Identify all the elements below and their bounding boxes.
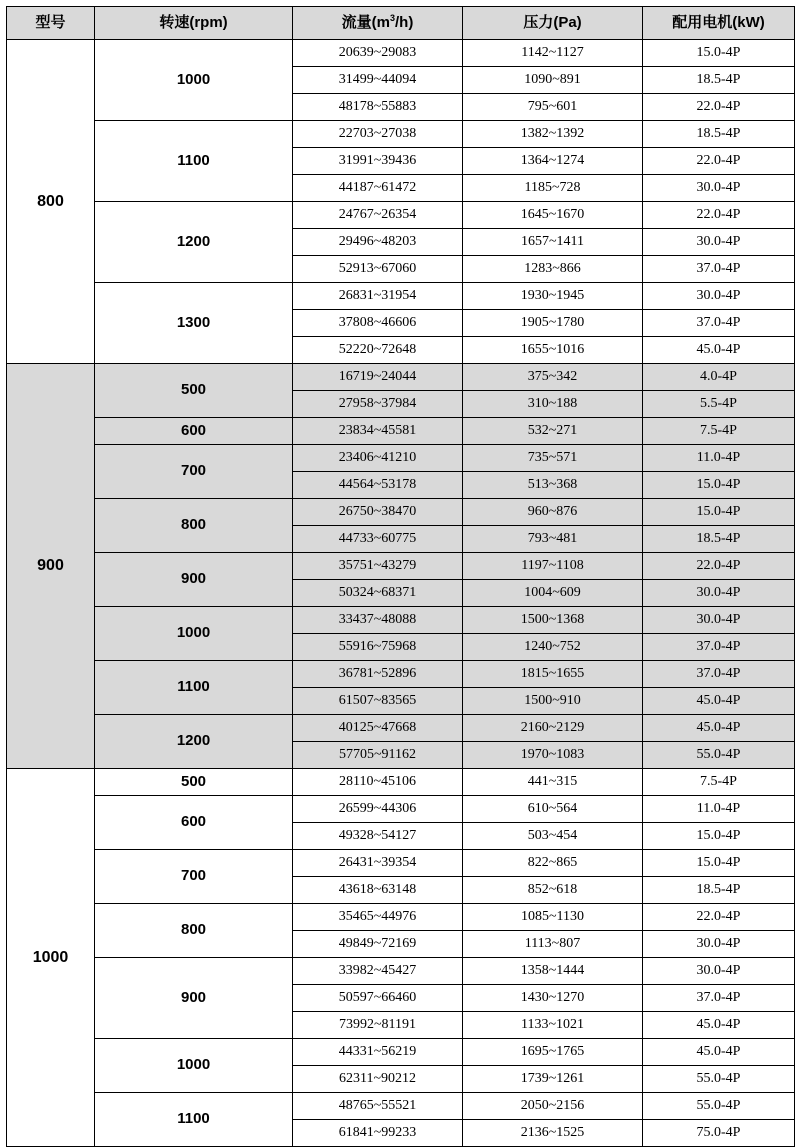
cell-flow: 50597~66460: [293, 985, 463, 1012]
cell-motor: 18.5-4P: [643, 67, 795, 94]
cell-motor: 7.5-4P: [643, 769, 795, 796]
flow-label-suffix: /h): [395, 13, 414, 31]
cell-flow: 40125~47668: [293, 715, 463, 742]
cell-flow: 27958~37984: [293, 391, 463, 418]
cell-motor: 15.0-4P: [643, 472, 795, 499]
cell-flow: 36781~52896: [293, 661, 463, 688]
cell-motor: 30.0-4P: [643, 958, 795, 985]
cell-model: 800: [7, 40, 95, 364]
cell-flow: 50324~68371: [293, 580, 463, 607]
cell-speed: 800: [95, 499, 293, 553]
fan-specification-table: [6, 6, 795, 1147]
cell-pressure: 1197~1108: [463, 553, 643, 580]
cell-pressure: 2050~2156: [463, 1093, 643, 1120]
cell-pressure: 960~876: [463, 499, 643, 526]
table-row: [7, 850, 795, 877]
cell-flow: 33982~45427: [293, 958, 463, 985]
cell-motor: 15.0-4P: [643, 499, 795, 526]
cell-motor: 18.5-4P: [643, 121, 795, 148]
cell-pressure: 1655~1016: [463, 337, 643, 364]
cell-flow: 26599~44306: [293, 796, 463, 823]
cell-flow: 23834~45581: [293, 418, 463, 445]
cell-motor: 15.0-4P: [643, 850, 795, 877]
cell-pressure: 1085~1130: [463, 904, 643, 931]
cell-pressure: 1739~1261: [463, 1066, 643, 1093]
cell-pressure: 1500~910: [463, 688, 643, 715]
column-header-pressure: 压力(Pa): [463, 7, 643, 40]
cell-flow: 31991~39436: [293, 148, 463, 175]
cell-flow: 49849~72169: [293, 931, 463, 958]
table-row: [7, 958, 795, 985]
cell-motor: 37.0-4P: [643, 661, 795, 688]
cell-motor: 37.0-4P: [643, 985, 795, 1012]
cell-flow: 26431~39354: [293, 850, 463, 877]
table-row: [7, 202, 795, 229]
cell-motor: 22.0-4P: [643, 148, 795, 175]
cell-pressure: 1240~752: [463, 634, 643, 661]
cell-flow: 61507~83565: [293, 688, 463, 715]
cell-motor: 45.0-4P: [643, 1012, 795, 1039]
cell-motor: 37.0-4P: [643, 256, 795, 283]
cell-pressure: 1133~1021: [463, 1012, 643, 1039]
table-row: [7, 40, 795, 67]
cell-speed: 1300: [95, 283, 293, 364]
cell-motor: 55.0-4P: [643, 1093, 795, 1120]
cell-motor: 15.0-4P: [643, 823, 795, 850]
table-row: [7, 418, 795, 445]
cell-pressure: 1905~1780: [463, 310, 643, 337]
table-row: [7, 607, 795, 634]
cell-pressure: 1142~1127: [463, 40, 643, 67]
cell-pressure: 1358~1444: [463, 958, 643, 985]
cell-pressure: 513~368: [463, 472, 643, 499]
cell-motor: 22.0-4P: [643, 202, 795, 229]
cell-flow: 16719~24044: [293, 364, 463, 391]
cell-speed: 700: [95, 445, 293, 499]
cell-pressure: 1283~866: [463, 256, 643, 283]
column-header-speed: 转速(rpm): [95, 7, 293, 40]
cell-speed: 1100: [95, 1093, 293, 1147]
table-row: [7, 364, 795, 391]
table-row: [7, 1093, 795, 1120]
cell-flow: 26831~31954: [293, 283, 463, 310]
cell-flow: 48178~55883: [293, 94, 463, 121]
cell-flow: 73992~81191: [293, 1012, 463, 1039]
cell-motor: 45.0-4P: [643, 337, 795, 364]
cell-flow: 24767~26354: [293, 202, 463, 229]
cell-pressure: 610~564: [463, 796, 643, 823]
flow-label-prefix: 流量(m: [341, 13, 390, 31]
cell-speed: 500: [95, 364, 293, 418]
cell-motor: 45.0-4P: [643, 715, 795, 742]
cell-motor: 7.5-4P: [643, 418, 795, 445]
flow-label-exponent: 3: [390, 12, 396, 23]
cell-model: 1000: [7, 769, 95, 1147]
cell-flow: 31499~44094: [293, 67, 463, 94]
cell-pressure: 1645~1670: [463, 202, 643, 229]
cell-motor: 30.0-4P: [643, 580, 795, 607]
cell-motor: 45.0-4P: [643, 688, 795, 715]
cell-pressure: 1695~1765: [463, 1039, 643, 1066]
cell-motor: 30.0-4P: [643, 229, 795, 256]
table-row: [7, 499, 795, 526]
cell-speed: 500: [95, 769, 293, 796]
cell-pressure: 2136~1525: [463, 1120, 643, 1147]
cell-flow: 23406~41210: [293, 445, 463, 472]
cell-flow: 44733~60775: [293, 526, 463, 553]
cell-motor: 18.5-4P: [643, 877, 795, 904]
cell-flow: 44187~61472: [293, 175, 463, 202]
cell-pressure: 1004~609: [463, 580, 643, 607]
cell-motor: 22.0-4P: [643, 904, 795, 931]
cell-pressure: 1113~807: [463, 931, 643, 958]
cell-flow: 61841~99233: [293, 1120, 463, 1147]
cell-pressure: 441~315: [463, 769, 643, 796]
cell-speed: 1000: [95, 40, 293, 121]
cell-speed: 1100: [95, 121, 293, 202]
cell-flow: 44564~53178: [293, 472, 463, 499]
cell-pressure: 795~601: [463, 94, 643, 121]
table-row: [7, 715, 795, 742]
cell-flow: 44331~56219: [293, 1039, 463, 1066]
cell-speed: 900: [95, 958, 293, 1039]
cell-speed: 1200: [95, 202, 293, 283]
cell-motor: 22.0-4P: [643, 553, 795, 580]
cell-flow: 55916~75968: [293, 634, 463, 661]
table-row: [7, 904, 795, 931]
cell-motor: 75.0-4P: [643, 1120, 795, 1147]
cell-flow: 35465~44976: [293, 904, 463, 931]
cell-flow: 28110~45106: [293, 769, 463, 796]
table-row: [7, 1039, 795, 1066]
header-row: [7, 7, 795, 40]
cell-motor: 30.0-4P: [643, 175, 795, 202]
table-row: [7, 769, 795, 796]
cell-pressure: 793~481: [463, 526, 643, 553]
table-row: [7, 553, 795, 580]
table-header: [7, 7, 795, 40]
cell-speed: 1000: [95, 1039, 293, 1093]
cell-flow: 33437~48088: [293, 607, 463, 634]
cell-pressure: 503~454: [463, 823, 643, 850]
table-row: [7, 796, 795, 823]
cell-speed: 800: [95, 904, 293, 958]
cell-pressure: 822~865: [463, 850, 643, 877]
cell-pressure: 852~618: [463, 877, 643, 904]
cell-flow: 43618~63148: [293, 877, 463, 904]
cell-flow: 37808~46606: [293, 310, 463, 337]
cell-pressure: 1364~1274: [463, 148, 643, 175]
table-row: [7, 283, 795, 310]
cell-motor: 4.0-4P: [643, 364, 795, 391]
table-row: [7, 661, 795, 688]
cell-model: 900: [7, 364, 95, 769]
cell-pressure: 735~571: [463, 445, 643, 472]
cell-speed: 1000: [95, 607, 293, 661]
cell-speed: 600: [95, 796, 293, 850]
cell-motor: 30.0-4P: [643, 607, 795, 634]
cell-motor: 5.5-4P: [643, 391, 795, 418]
cell-speed: 1200: [95, 715, 293, 769]
cell-pressure: 1970~1083: [463, 742, 643, 769]
cell-motor: 30.0-4P: [643, 931, 795, 958]
cell-speed: 1100: [95, 661, 293, 715]
cell-pressure: 1430~1270: [463, 985, 643, 1012]
cell-motor: 55.0-4P: [643, 1066, 795, 1093]
cell-pressure: 1657~1411: [463, 229, 643, 256]
cell-flow: 26750~38470: [293, 499, 463, 526]
cell-motor: 11.0-4P: [643, 796, 795, 823]
cell-pressure: 375~342: [463, 364, 643, 391]
cell-motor: 45.0-4P: [643, 1039, 795, 1066]
cell-pressure: 532~271: [463, 418, 643, 445]
cell-flow: 49328~54127: [293, 823, 463, 850]
table-body: [7, 40, 795, 1147]
cell-pressure: 1500~1368: [463, 607, 643, 634]
cell-motor: 22.0-4P: [643, 94, 795, 121]
cell-motor: 30.0-4P: [643, 283, 795, 310]
cell-flow: 52913~67060: [293, 256, 463, 283]
cell-flow: 57705~91162: [293, 742, 463, 769]
cell-motor: 37.0-4P: [643, 310, 795, 337]
cell-pressure: 310~188: [463, 391, 643, 418]
cell-motor: 55.0-4P: [643, 742, 795, 769]
cell-motor: 37.0-4P: [643, 634, 795, 661]
cell-pressure: 1930~1945: [463, 283, 643, 310]
cell-pressure: 2160~2129: [463, 715, 643, 742]
cell-speed: 900: [95, 553, 293, 607]
cell-motor: 18.5-4P: [643, 526, 795, 553]
cell-flow: 62311~90212: [293, 1066, 463, 1093]
cell-flow: 35751~43279: [293, 553, 463, 580]
cell-flow: 20639~29083: [293, 40, 463, 67]
cell-pressure: 1185~728: [463, 175, 643, 202]
column-header-model: 型号: [7, 7, 95, 40]
cell-flow: 52220~72648: [293, 337, 463, 364]
cell-pressure: 1090~891: [463, 67, 643, 94]
cell-speed: 600: [95, 418, 293, 445]
table-row: [7, 445, 795, 472]
cell-speed: 700: [95, 850, 293, 904]
cell-pressure: 1382~1392: [463, 121, 643, 148]
column-header-flow: [293, 7, 463, 40]
column-header-motor: 配用电机(kW): [643, 7, 795, 40]
table-row: [7, 121, 795, 148]
cell-flow: 29496~48203: [293, 229, 463, 256]
cell-flow: 22703~27038: [293, 121, 463, 148]
cell-motor: 15.0-4P: [643, 40, 795, 67]
cell-motor: 11.0-4P: [643, 445, 795, 472]
cell-flow: 48765~55521: [293, 1093, 463, 1120]
cell-pressure: 1815~1655: [463, 661, 643, 688]
